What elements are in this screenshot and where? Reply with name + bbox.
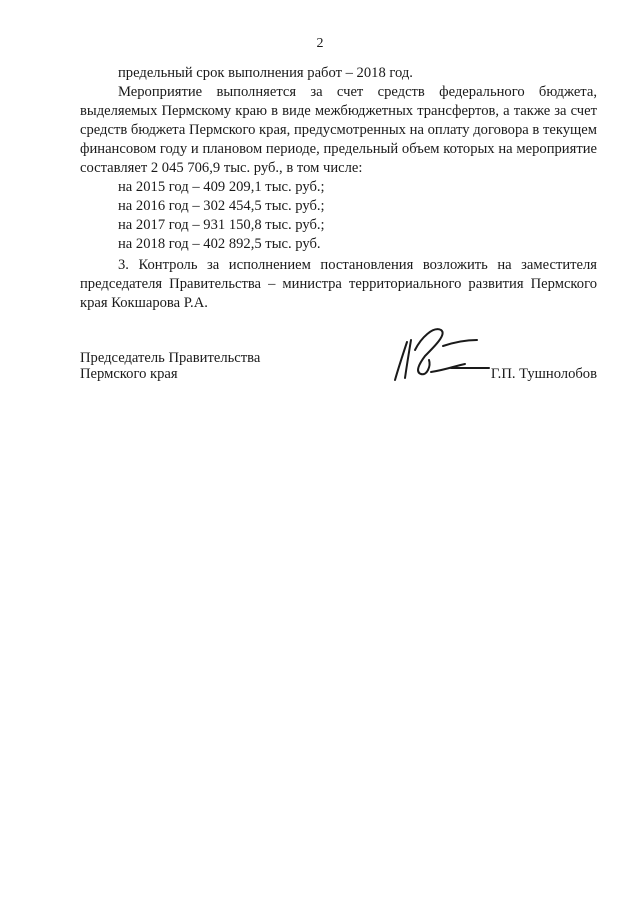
amount-2018: на 2018 год – 402 892,5 тыс. руб. xyxy=(118,236,321,252)
signature-block xyxy=(80,350,597,390)
funding-paragraph: Мероприятие выполняется за счет средств федерального бюджета, выделяемых Пермскому краю в виде межбюджетных трансфертов, а также за счет средств бюджета Пермского края, предусмотренных на оплату договора в текущем финансовом году и плановом периоде, предельный объем которых на мероприятие составляет 2 045 706,9 тыс. руб., в том числе: xyxy=(80,84,597,176)
control-paragraph: 3. Контроль за исполнением постановления возложить на заместителя председателя Правительства – министра территориального развития Пермского края Кокшарова Р.А. xyxy=(80,257,597,311)
signer-title-line-2: Пермского края xyxy=(80,366,178,382)
amount-2017: на 2017 год – 931 150,8 тыс. руб.; xyxy=(118,217,325,233)
handwritten-signature-icon xyxy=(385,320,495,386)
amount-2015: на 2015 год – 409 209,1 тыс. руб.; xyxy=(118,179,325,195)
signer-title xyxy=(80,350,260,382)
amount-2016: на 2016 год – 302 454,5 тыс. руб.; xyxy=(118,198,325,214)
deadline-line: предельный срок выполнения работ – 2018 год. xyxy=(118,65,413,81)
document-body xyxy=(80,64,597,313)
page-number: 2 xyxy=(316,36,324,51)
signer-title-line-1: Председатель Правительства xyxy=(80,350,261,366)
signer-name: Г.П. Тушнолобов xyxy=(490,366,597,382)
